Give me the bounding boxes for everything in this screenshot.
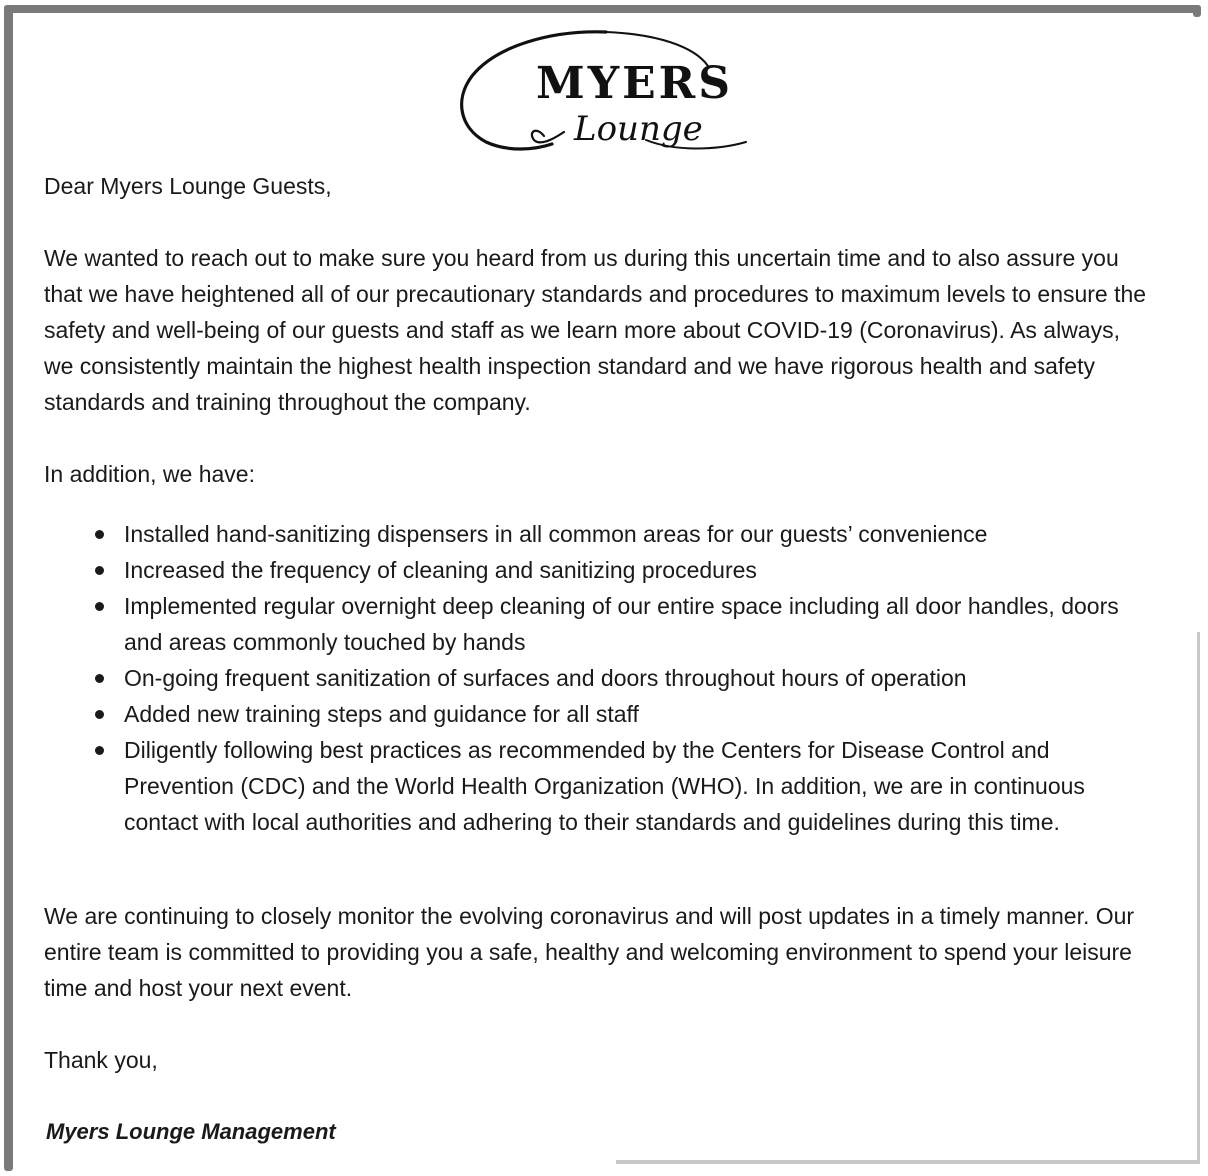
- logo-wordmark-bottom: Lounge: [574, 109, 703, 149]
- frame-border-top: [4, 5, 1201, 13]
- frame-border-corner: [1193, 5, 1201, 17]
- frame-shadow-bottom: [616, 1160, 1200, 1164]
- list-item: Installed hand-sanitizing dispensers in all common areas for our guests’ convenience: [44, 516, 1154, 552]
- intro-paragraph: We wanted to reach out to make sure you heard from us during this uncertain time and to also assure you that we have heightened all of our precautionary standards and procedures to maximum levels to ensure the safety and well-being of our guests and staff as we learn more about COVID-19 (Coronavirus). As always, we consistently maintain the highest health inspection standard and we have rigorous health and safety standards and training throughout the company.: [44, 245, 1147, 415]
- thanks-line: Thank you,: [44, 1047, 158, 1073]
- myers-lounge-logo: [456, 28, 756, 158]
- frame-shadow-right: [1197, 632, 1200, 1164]
- greeting: Dear Myers Lounge Guests,: [44, 173, 332, 199]
- closing-paragraph: We are continuing to closely monitor the evolving coronavirus and will post updates in a timely manner. Our entire team is committed to providing you a safe, healthy and welcoming environment to spend your leisure time and host your next event.: [44, 903, 1135, 1001]
- list-item: On-going frequent sanitization of surfaces and doors throughout hours of operation: [44, 660, 1154, 696]
- list-item: Added new training steps and guidance for all staff: [44, 696, 1154, 732]
- measures-list: [44, 516, 1154, 840]
- list-item: Increased the frequency of cleaning and sanitizing procedures: [44, 552, 1154, 588]
- letter-body: [44, 168, 1154, 1150]
- frame-border-left: [4, 5, 13, 1171]
- signature: Myers Lounge Management: [46, 1119, 336, 1144]
- logo-wordmark-top: MYERS: [536, 58, 733, 109]
- measures-lead: In addition, we have:: [44, 461, 255, 487]
- list-item: Diligently following best practices as recommended by the Centers for Disease Control and Prevention (CDC) and the World Health Organization (WHO). In addition, we are in continuous contact with local authorities and adhering to their standards and guidelines during this time.: [44, 732, 1154, 840]
- list-item: Implemented regular overnight deep cleaning of our entire space including all door handles, doors and areas commonly touched by hands: [44, 588, 1154, 660]
